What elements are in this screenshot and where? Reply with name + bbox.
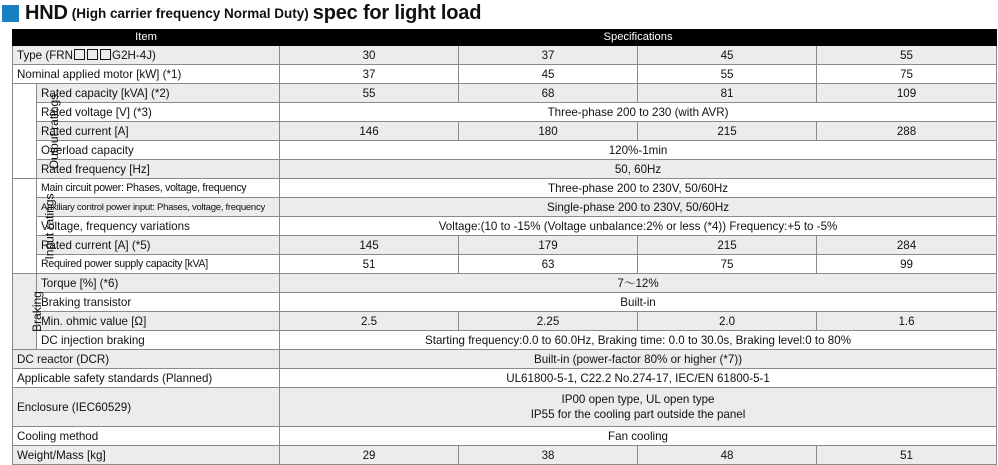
rated-voltage-label: Rated voltage [V] (*3) — [37, 103, 280, 122]
rated-voltage-row — [13, 103, 997, 122]
input-current-row — [13, 236, 997, 255]
variations-row — [13, 217, 997, 236]
transistor-row — [13, 293, 997, 312]
mass-row — [13, 446, 997, 465]
rated-capacity-row — [13, 84, 997, 103]
rated-voltage-value: Three-phase 200 to 230 (with AVR) — [280, 103, 997, 122]
placeholder-box-icon — [74, 49, 85, 60]
nominal-motor-value: 45 — [459, 65, 638, 84]
mass-value: 48 — [638, 446, 817, 465]
rated-current-label: Rated current [A] — [37, 122, 280, 141]
nominal-motor-value: 75 — [817, 65, 997, 84]
overload-row — [13, 141, 997, 160]
ohmic-value: 2.25 — [459, 312, 638, 331]
cooling-value: Fan cooling — [280, 427, 997, 446]
type-value: 37 — [459, 46, 638, 65]
dc-reactor-value: Built-in (power-factor 80% or higher (*7)) — [280, 350, 997, 369]
header-item: Item — [13, 30, 280, 46]
group-output-label: Output ratings — [47, 93, 62, 169]
header-specifications: Specifications — [280, 30, 997, 46]
aux-power-row — [13, 198, 997, 217]
variations-label: Voltage, frequency variations — [37, 217, 280, 236]
placeholder-box-icon — [87, 49, 98, 60]
page-title — [0, 0, 481, 26]
rated-capacity-value: 81 — [638, 84, 817, 103]
supply-capacity-value: 75 — [638, 255, 817, 274]
title-subtitle: (High carrier frequency Normal Duty) — [71, 5, 309, 21]
supply-capacity-row — [13, 255, 997, 274]
aux-power-value: Single-phase 200 to 230V, 50/60Hz — [280, 198, 997, 217]
dc-injection-row — [13, 331, 997, 350]
main-power-label: Main circuit power: Phases, voltage, frequency — [37, 179, 280, 198]
overload-label: Overload capacity — [37, 141, 280, 160]
title-main: HND — [25, 1, 68, 24]
group-braking-label: Braking — [29, 291, 44, 332]
type-value: 45 — [638, 46, 817, 65]
rated-current-value: 288 — [817, 122, 997, 141]
header-row — [13, 30, 997, 46]
variations-value: Voltage:(10 to -15% (Voltage unbalance:2% or less (*4)) Frequency:+5 to -5% — [280, 217, 997, 236]
dc-reactor-label: DC reactor (DCR) — [13, 350, 280, 369]
type-row — [13, 46, 997, 65]
torque-label: Torque [%] (*6) — [37, 274, 280, 293]
torque-row — [13, 274, 997, 293]
input-current-value: 284 — [817, 236, 997, 255]
cooling-label: Cooling method — [13, 427, 280, 446]
supply-capacity-value: 51 — [280, 255, 459, 274]
enclosure-line-1: IP00 open type, UL open type — [561, 393, 715, 406]
aux-power-label: Auxiliary control power input: Phases, voltage, frequency — [37, 198, 280, 217]
group-input-ratings — [13, 179, 57, 274]
nominal-motor-row — [13, 65, 997, 84]
enclosure-row — [13, 388, 997, 427]
placeholder-box-icon — [100, 49, 111, 60]
supply-capacity-value: 63 — [459, 255, 638, 274]
mass-value: 51 — [817, 446, 997, 465]
safety-row — [13, 369, 997, 388]
transistor-value: Built-in — [280, 293, 997, 312]
dc-injection-label: DC injection braking — [37, 331, 280, 350]
enclosure-line-2: IP55 for the cooling part outside the panel — [530, 408, 746, 421]
title-suffix: spec for light load — [312, 1, 482, 24]
supply-capacity-label: Required power supply capacity [kVA] — [37, 255, 280, 274]
rated-current-value: 146 — [280, 122, 459, 141]
group-output-ratings — [13, 84, 62, 179]
rated-current-row — [13, 122, 997, 141]
type-label-suffix: G2H-4J) — [112, 48, 156, 62]
enclosure-label: Enclosure (IEC60529) — [13, 388, 280, 427]
enclosure-value — [280, 388, 997, 427]
main-power-row — [13, 179, 997, 198]
mass-value: 29 — [280, 446, 459, 465]
nominal-motor-value: 37 — [280, 65, 459, 84]
safety-value: UL61800-5-1, C22.2 No.274-17, IEC/EN 61800-5-1 — [280, 369, 997, 388]
rated-capacity-value: 109 — [817, 84, 997, 103]
mass-value: 38 — [459, 446, 638, 465]
rated-capacity-label: Rated capacity [kVA] (*2) — [37, 84, 280, 103]
ohmic-row — [13, 312, 997, 331]
rated-capacity-value: 68 — [459, 84, 638, 103]
group-braking — [13, 274, 44, 350]
dc-injection-value: Starting frequency:0.0 to 60.0Hz, Braking time: 0.0 to 30.0s, Braking level:0 to 80% — [280, 331, 997, 350]
dc-reactor-row — [13, 350, 997, 369]
nominal-motor-value: 55 — [638, 65, 817, 84]
ohmic-value: 2.5 — [280, 312, 459, 331]
ohmic-label: Min. ohmic value [Ω] — [37, 312, 280, 331]
type-value: 55 — [817, 46, 997, 65]
supply-capacity-value: 99 — [817, 255, 997, 274]
main-power-value: Three-phase 200 to 230V, 50/60Hz — [280, 179, 997, 198]
type-value: 30 — [280, 46, 459, 65]
cooling-row — [13, 427, 997, 446]
input-current-value: 179 — [459, 236, 638, 255]
type-label-prefix: Type (FRN — [17, 48, 74, 62]
type-label — [13, 46, 280, 65]
torque-value: 7～12% — [280, 274, 997, 293]
rated-frequency-value: 50, 60Hz — [280, 160, 997, 179]
overload-value: 120%-1min — [280, 141, 997, 160]
rated-current-value: 215 — [638, 122, 817, 141]
rated-current-value: 180 — [459, 122, 638, 141]
group-input-label: Input ratings — [42, 192, 57, 260]
title-marker-square — [2, 5, 19, 22]
rated-frequency-label: Rated frequency [Hz] — [37, 160, 280, 179]
rated-capacity-value: 55 — [280, 84, 459, 103]
mass-label: Weight/Mass [kg] — [13, 446, 280, 465]
transistor-label: Braking transistor — [37, 293, 280, 312]
rated-frequency-row — [13, 160, 997, 179]
input-current-label: Rated current [A] (*5) — [37, 236, 280, 255]
nominal-motor-label: Nominal applied motor [kW] (*1) — [13, 65, 280, 84]
spec-table — [12, 29, 997, 465]
input-current-value: 145 — [280, 236, 459, 255]
ohmic-value: 2.0 — [638, 312, 817, 331]
input-current-value: 215 — [638, 236, 817, 255]
safety-label: Applicable safety standards (Planned) — [13, 369, 280, 388]
ohmic-value: 1.6 — [817, 312, 997, 331]
